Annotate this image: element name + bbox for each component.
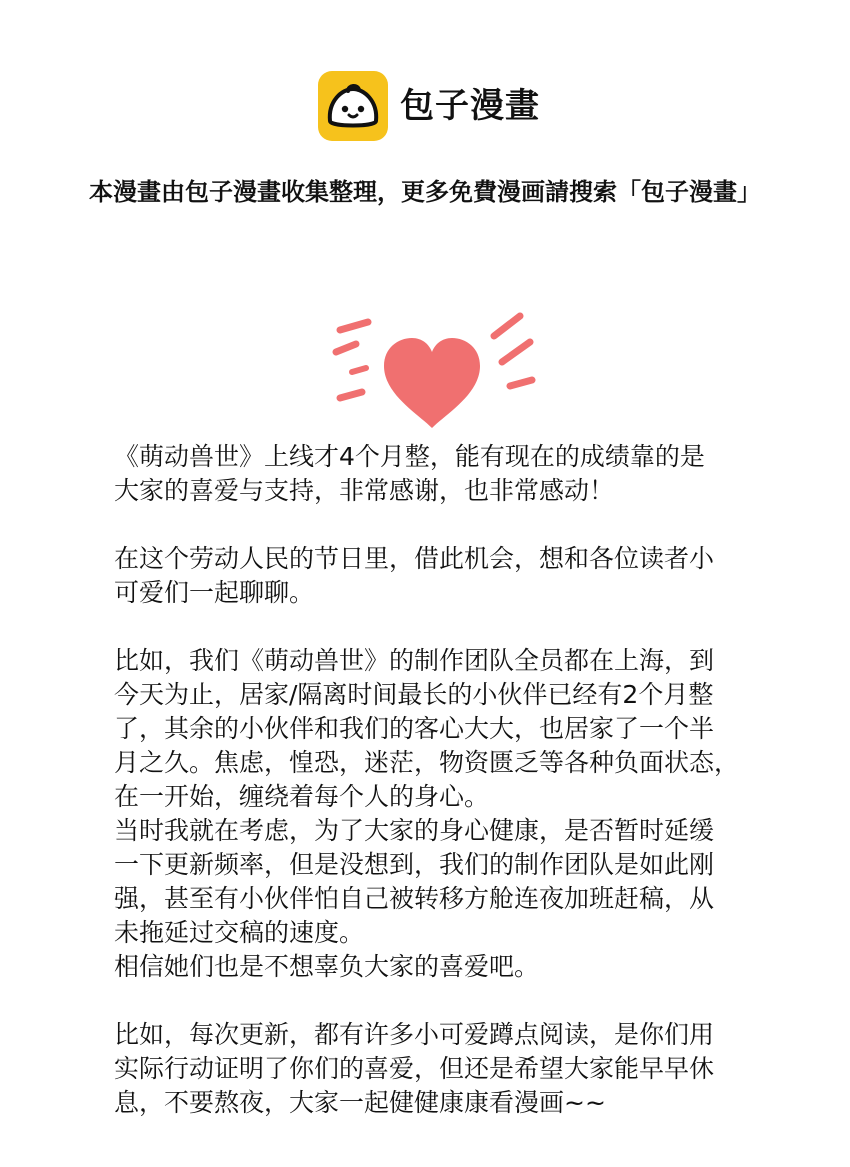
text-line: 大家的喜爱与支持，非常感谢，也非常感动！: [114, 476, 615, 505]
brand-header: [318, 71, 540, 141]
heart-decoration: [326, 310, 546, 434]
paragraph-4: [114, 1018, 754, 1120]
paragraph-2: [114, 542, 754, 610]
heart-icon: [326, 310, 546, 430]
brand-name: 包子漫畫: [400, 86, 540, 126]
text-line: 在一开始，缠绕着每个人的身心。: [114, 782, 490, 811]
text-line: 今天为止，居家/隔离时间最长的小伙伴已经有2个月整: [114, 680, 714, 709]
text-line: 强，甚至有小伙伴怕自己被转移方舱连夜加班赶稿，从: [114, 884, 715, 913]
collection-notice: 本漫畫由包子漫畫收集整理，更多免費漫画請搜索「包子漫畫」: [89, 178, 761, 206]
paragraph-1: [114, 440, 754, 508]
text-line: 当时我就在考虑，为了大家的身心健康，是否暂时延缓: [114, 816, 715, 845]
text-line: 未拖延过交稿的速度。: [114, 918, 365, 947]
text-line: 实际行动证明了你们的喜爱，但还是希望大家能早早休: [114, 1054, 715, 1083]
text-line: 在这个劳动人民的节日里，借此机会，想和各位读者小: [114, 544, 715, 573]
text-line: 息，不要熬夜，大家一起健健康康看漫画~~: [114, 1088, 606, 1117]
text-line: 一下更新频率，但是没想到，我们的制作团队是如此刚: [114, 850, 715, 879]
text-line: 比如，我们《萌动兽世》的制作团队全员都在上海，到: [114, 646, 715, 675]
text-line: 了，其余的小伙伴和我们的客心大大，也居家了一个半: [114, 714, 715, 743]
paragraph-3: [114, 644, 754, 984]
letter-body: [114, 440, 754, 1120]
text-line: 月之久。焦虑，惶恐，迷茫，物资匮乏等各种负面状态，: [114, 748, 740, 777]
text-line: 比如，每次更新，都有许多小可爱蹲点阅读，是你们用: [114, 1020, 715, 1049]
text-line: 《萌动兽世》上线才4个月整，能有现在的成绩靠的是: [114, 442, 705, 471]
text-line: 相信她们也是不想辜负大家的喜爱吧。: [114, 952, 540, 981]
bun-logo-icon: [318, 71, 388, 141]
text-line: 可爱们一起聊聊。: [114, 578, 315, 607]
